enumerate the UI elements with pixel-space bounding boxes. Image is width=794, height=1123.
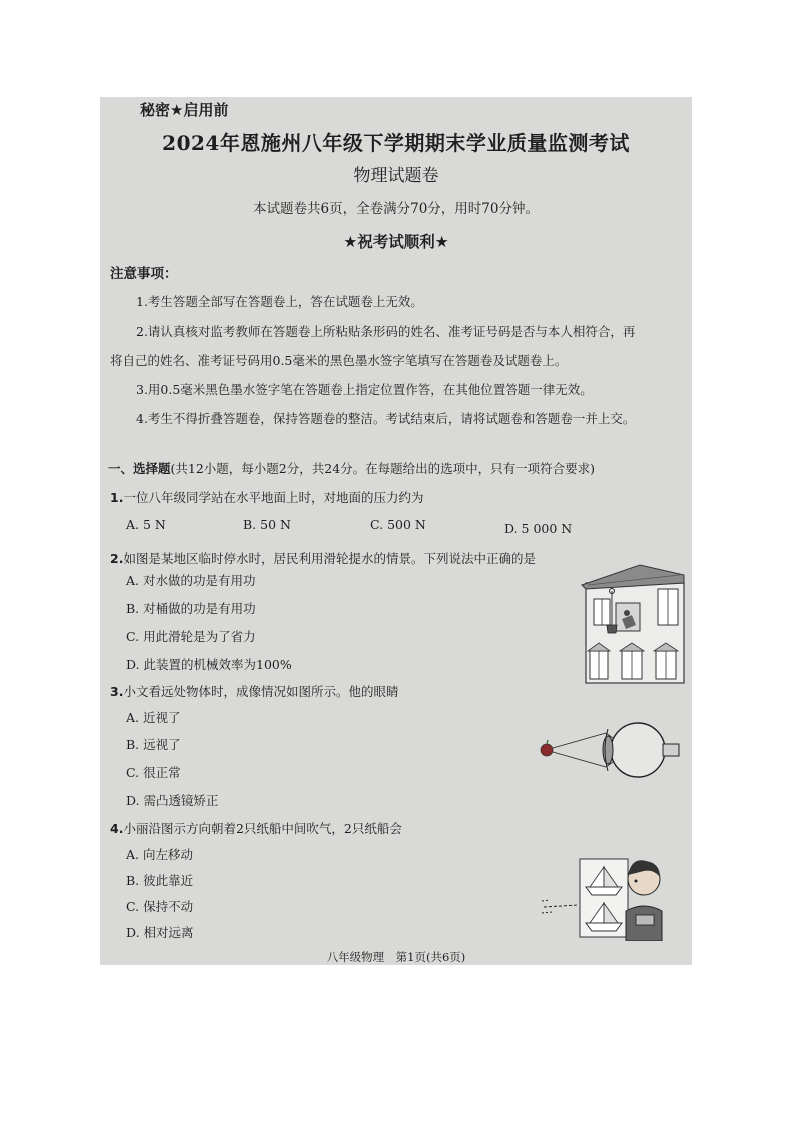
paper-description: 本试题卷共6页，全卷满分70分，用时70分钟。 bbox=[253, 201, 539, 217]
notes-title: 注意事项： bbox=[110, 266, 178, 282]
paper-subtitle: 物理试题卷 bbox=[353, 166, 439, 186]
q2-option-a: A. 对水做的功是有用功 bbox=[126, 573, 256, 588]
question-2 bbox=[110, 549, 536, 567]
q2-option-c: C. 用此滑轮是为了省力 bbox=[126, 629, 256, 644]
note-item-1: 1.考生答题全部写在答题卷上，答在试题卷上无效。 bbox=[136, 294, 423, 309]
note-item-2: 2.请认真核对监考教师在答题卷上所粘贴条形码的姓名、准考证号码是否与本人相符合，再 bbox=[136, 324, 636, 339]
building-pulley-figure bbox=[580, 563, 686, 685]
question-stem: 如图是某地区临时停水时，居民利用滑轮提水的情景。下列说法中正确的是 bbox=[123, 551, 536, 566]
paper-boats-figure bbox=[540, 853, 670, 941]
question-1 bbox=[110, 488, 423, 506]
note-item-3: 3.用0.5毫米黑色墨水签字笔在答题卷上指定位置作答，在其他位置答题一律无效。 bbox=[136, 382, 593, 397]
q3-option-d: D. 需凸透镜矫正 bbox=[126, 793, 219, 808]
section-desc: (共12小题，每小题2分，共24分。在每题给出的选项中，只有一项符合要求) bbox=[170, 461, 596, 476]
q1-option-d: D. 5 000 N bbox=[504, 521, 573, 536]
exam-page bbox=[100, 97, 692, 965]
q4-option-c: C. 保持不动 bbox=[126, 899, 194, 914]
question-number: 3. bbox=[110, 684, 124, 699]
q4-option-a: A. 向左移动 bbox=[126, 847, 193, 862]
question-stem: 一位八年级同学站在水平地面上时，对地面的压力约为 bbox=[123, 490, 424, 505]
section-label: 一、选择题 bbox=[108, 461, 171, 476]
q1-option-c: C. 500 N bbox=[370, 517, 426, 532]
question-4 bbox=[110, 819, 402, 837]
section-heading bbox=[108, 459, 595, 477]
good-luck-line: ★祝考试顺利★ bbox=[343, 233, 449, 251]
question-number: 1. bbox=[110, 490, 124, 505]
question-3 bbox=[110, 682, 398, 700]
q1-option-a: A. 5 N bbox=[126, 517, 166, 532]
q1-option-b: B. 50 N bbox=[243, 517, 291, 532]
q3-option-c: C. 很正常 bbox=[126, 765, 181, 780]
page-footer: 八年级物理 第1页(共6页) bbox=[326, 950, 466, 964]
question-stem: 小文看远处物体时，成像情况如图所示。他的眼睛 bbox=[123, 684, 399, 699]
secret-label: 秘密★启用前 bbox=[140, 101, 229, 119]
q4-option-d: D. 相对远离 bbox=[126, 925, 194, 940]
q3-option-a: A. 近视了 bbox=[126, 710, 181, 725]
exam-title: 2024年恩施州八年级下学期期末学业质量监测考试 bbox=[162, 131, 630, 155]
note-item-4: 4.考生不得折叠答题卷，保持答题卷的整洁。考试结束后，请将试题卷和答题卷一并上交。 bbox=[136, 411, 636, 426]
question-stem: 小丽沿图示方向朝着2只纸船中间吹气，2只纸船会 bbox=[123, 821, 402, 836]
question-number: 4. bbox=[110, 821, 124, 836]
eye-imaging-figure bbox=[536, 719, 684, 781]
question-number: 2. bbox=[110, 551, 124, 566]
q2-option-d: D. 此装置的机械效率为100% bbox=[126, 657, 292, 672]
q2-option-b: B. 对桶做的功是有用功 bbox=[126, 601, 256, 616]
note-item-2-cont: 将自己的姓名、准考证号码用0.5毫米的黑色墨水签字笔填写在答题卷及试题卷上。 bbox=[110, 353, 568, 368]
q4-option-b: B. 彼此靠近 bbox=[126, 873, 194, 888]
q3-option-b: B. 远视了 bbox=[126, 737, 181, 752]
